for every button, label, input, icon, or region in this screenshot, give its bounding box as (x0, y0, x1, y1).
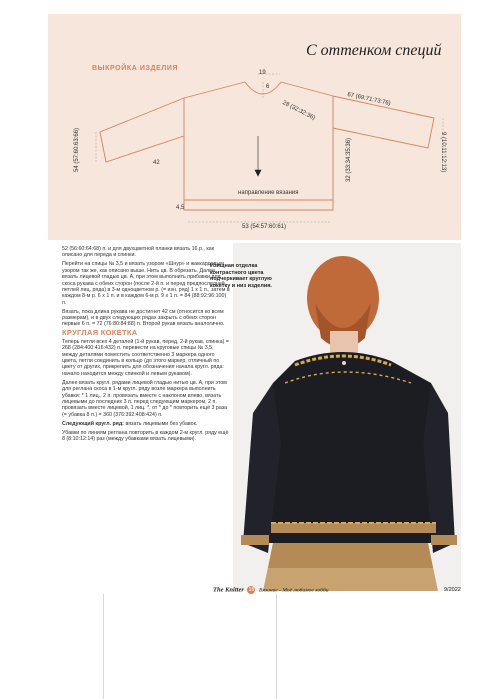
sweater-photo (233, 243, 461, 594)
paragraph-lead: Следующий кругл. ряд: (62, 420, 124, 427)
paragraph: Перейти на спицы № 3,5 и вязать узором «Шнур» и жаккардовым узором так же, как описано выше. Нить цв. В обрезать. Далее вязать лицевой гладью цв. А, при этом выполнить прибавки для скоса рукава с обеих сторон (после 2-й п. и перед предпоследней петлей лиц. ряда) в 3-м одноцветном р. (= изн. ряд) 1 х 1 п., затем в каждом 8-м р. 6 х 1 п. и в каждом 6-м р. 9 х 1 п. = 84 (88:92:96:100) п. (62, 261, 230, 306)
issue-number: 9/2022 (444, 587, 461, 593)
paragraph (62, 421, 230, 427)
width-label: 53 (54:57:60:61) (242, 224, 287, 230)
raglan-label: 28 (32:32:36) (281, 100, 316, 122)
pattern-schematic (48, 14, 461, 240)
paragraph-body: вязать лицевыми без убавок. (125, 420, 198, 427)
knitting-direction-label: направление вязания (238, 190, 299, 196)
rib-height-label: 4,5 (176, 205, 185, 211)
neck-width-label: 19 (259, 70, 266, 76)
paragraph: Вязать, пока длина рукава не достигнет 42 см (относится ко всем размерам), и в двух следующих рядах закрыть с обеих сторон первые 6 п. = 72 (76:80:84:88) п. Второй рукав вязать аналогично. (62, 308, 225, 328)
model-back-view (233, 243, 461, 594)
magazine-page (48, 14, 461, 604)
body-height-label: 54 (57:60:63:66) (74, 127, 80, 172)
photo-caption: Изящная отделка контрастного цвета подчеркивает круглую кокетку и низ изделия. (210, 263, 272, 289)
page-footer (213, 586, 328, 594)
page-number: 18 (248, 587, 255, 593)
paragraph: 52 (56:60:64:68) п. и для двухцветной планки вязать 16 р., как описано для переда и спинки. (62, 246, 215, 259)
section-heading: КРУГЛАЯ КОКЕТКА (62, 328, 138, 338)
cuff-label: 9 (10:11:12:13) (440, 132, 446, 173)
paragraph: Убавки по линиям реглана повторить в каждом 2-м кругл. ряду ещё 8 (8:10:12:14) раз (между убавками вязать лицевыми). (62, 429, 229, 442)
magazine-tagline: Вязание - Моё любимое хобби (258, 587, 329, 594)
paragraph: Теперь петли всех 4 деталей (1-й рукав, перед, 2-й рукав, спинка) = 268 (284:400:416:432) п. перевести на круговые спицы № 3,5, между деталями поместить соответственно 3 маркера одного цвета, петли соединить в кольцо (до этого маркер, отличный по цвету от других, прикрепить для обозначения начала кругл. ряда: начало находится между спинкой и левым рукавом). (62, 338, 229, 377)
schematic-label: ВЫКРОЙКА ИЗДЕЛИЯ (92, 65, 179, 72)
blank-panel (103, 594, 277, 699)
side-height-label: 32 (33:34:35:36) (346, 137, 352, 182)
instructions-column (62, 246, 230, 445)
paragraph: Далее вязать кругл. рядами лицевой гладью нитью цв. А, при этом для реглана скоса в 1-м кругл. ряду возле маркера выполнить убавки: * 1 лиц., 2 п. провязать вместе с наклоном влево, вязать лицевыми до последних 3 п. перед следующим маркером, 2 п. провязать вместе лицевой, 1 лиц. *, от * до * повторить ещё 3 раза (= убавка 8 п.) = 360 (376:392:408:424) п. (62, 379, 228, 418)
magazine-brand: The Knitter (213, 586, 244, 594)
body-42-label: 42 (153, 160, 160, 166)
page-title: С оттенком специй (306, 42, 442, 59)
neck-depth-label: 6 (266, 84, 270, 90)
sleeve-length-label: 67 (69:71:73:76) (346, 92, 392, 108)
sweater-schematic-drawing (48, 14, 461, 240)
